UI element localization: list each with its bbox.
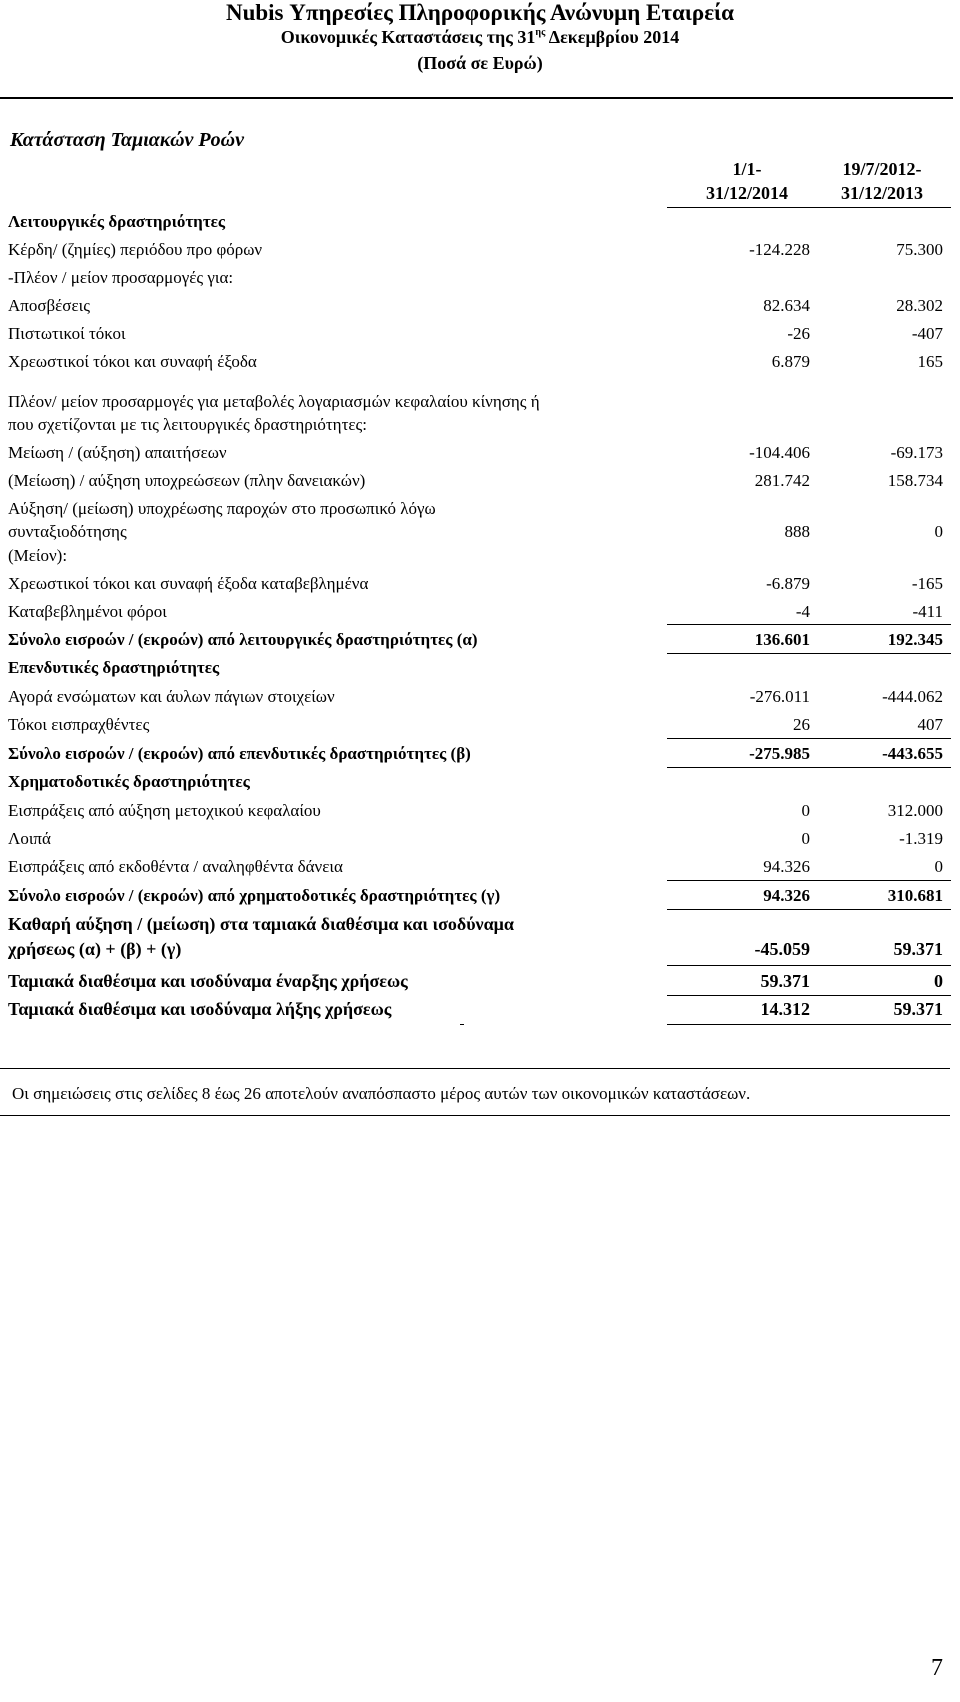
row-label: Χρεωστικοί τόκοι και συναφή έξοδα <box>8 352 257 371</box>
value-2013: -69.173 <box>890 443 943 462</box>
row-label: χρήσεως (α) + (β) + (γ) <box>8 939 182 959</box>
value-2014: -26 <box>787 324 810 343</box>
row-label: (Μείωση) / αύξηση υποχρεώσεων (πλην δανειακών) <box>8 471 366 490</box>
total-rule <box>667 653 951 654</box>
row-label: Κέρδη/ (ζημίες) περιόδου προ φόρων <box>8 240 263 259</box>
total-rule <box>667 767 951 768</box>
column-header-line: 19/7/2012- <box>842 159 922 179</box>
value-2014: 0 <box>801 801 810 820</box>
row-label: (Μείον): <box>8 546 68 565</box>
value-2013: 28.302 <box>896 296 943 315</box>
row-label: Πιστωτικοί τόκοι <box>8 324 126 343</box>
value-2013: 75.300 <box>896 240 943 259</box>
value-2013: 158.734 <box>887 471 943 490</box>
row-label: Αύξηση/ (μείωση) υποχρέωσης παροχών στο προσωπικό λόγω <box>8 499 436 518</box>
total-rule <box>667 965 951 966</box>
footer-note: Οι σημειώσεις στις σελίδες 8 έως 26 αποτελούν αναπόσπαστο μέρος αυτών των οικονομικών καταστάσεων. <box>12 1084 751 1103</box>
row-label: Ταμιακά διαθέσιμα και ισοδύναμα έναρξης χρήσεως <box>8 971 408 991</box>
statement-title: Κατάσταση Ταμιακών Ροών <box>10 129 244 151</box>
row-label: Τόκοι εισπραχθέντες <box>8 715 150 734</box>
row-label: Λοιπά <box>8 829 51 848</box>
value-2014: -276.011 <box>749 687 810 706</box>
value-2014: 14.312 <box>760 999 810 1019</box>
row-label: -Πλέον / μείον προσαρμογές για: <box>8 268 234 287</box>
row-label: Χρηματοδοτικές δραστηριότητες <box>8 772 250 791</box>
column-header-line: 31/12/2013 <box>840 183 923 203</box>
value-2014: -6.879 <box>766 574 810 593</box>
value-2014: 0 <box>801 829 810 848</box>
value-2013: 407 <box>917 715 943 734</box>
value-2014: 26 <box>793 715 810 734</box>
value-2013: -165 <box>911 574 943 593</box>
value-2014: 82.634 <box>763 296 810 315</box>
subtitle-superscript: ης <box>535 27 546 38</box>
value-2013: 165 <box>917 352 943 371</box>
row-label: Ταμιακά διαθέσιμα και ισοδύναμα λήξης χρήσεως <box>8 999 392 1019</box>
value-2013: -407 <box>911 324 943 343</box>
company-name: Nubis Υπηρεσίες Πληροφορικής Ανώνυμη Εταιρεία <box>225 0 735 25</box>
header-divider <box>0 97 953 99</box>
row-label: Επενδυτικές δραστηριότητες <box>8 658 220 677</box>
row-label: Χρεωστικοί τόκοι και συναφή έξοδα καταβεβλημένα <box>8 574 369 593</box>
row-label: Εισπράξεις από εκδοθέντα / αναληφθέντα δάνεια <box>8 857 343 876</box>
subtitle-prefix: Οικονομικές Καταστάσεις της 31 <box>280 27 536 47</box>
subtotal-rule <box>667 624 951 625</box>
value-2014: 59.371 <box>760 971 810 991</box>
row-label: Σύνολο εισροών / (εκροών) από χρηματοδοτικές δραστηριότητες (γ) <box>8 886 501 905</box>
subtitle-suffix: Δεκεμβρίου 2014 <box>545 27 680 47</box>
value-2013: -1.319 <box>899 829 943 848</box>
statements-subtitle <box>0 27 960 48</box>
column-header-line: 31/12/2014 <box>705 183 788 203</box>
total-rule <box>667 995 951 996</box>
row-label: Εισπράξεις από αύξηση μετοχικού κεφαλαίου <box>8 801 321 820</box>
column-header-underline <box>667 207 951 208</box>
page-number: 7 <box>931 1655 943 1681</box>
row-label: Σύνολο εισροών / (εκροών) από επενδυτικές δραστηριότητες (β) <box>8 744 471 763</box>
row-label: Λειτουργικές δραστηριότητες <box>8 212 226 231</box>
currency-note: (Ποσά σε Ευρώ) <box>417 53 543 73</box>
column-header-2013 <box>797 157 960 205</box>
value-2013: 192.345 <box>887 630 943 649</box>
row-label: συνταξιοδότησης <box>8 522 127 541</box>
row-label: που σχετίζονται με τις λειτουργικές δραστηριότητες: <box>8 415 368 434</box>
row-label: Αγορά ενσώματων και άυλων πάγιων στοιχείων <box>8 687 335 706</box>
subtotal-rule <box>667 738 951 739</box>
value-2014: 94.326 <box>763 857 810 876</box>
column-header-line: 1/1- <box>732 159 762 179</box>
row-label: Καθαρή αύξηση / (μείωση) στα ταμιακά διαθέσιμα και ισοδύναμα <box>8 914 514 934</box>
value-2014: 281.742 <box>754 471 810 490</box>
value-2014: -45.059 <box>754 939 810 959</box>
value-2014: 888 <box>784 522 810 541</box>
row-label: Καταβεβλημένοι φόροι <box>8 602 167 621</box>
row-label: Αποσβέσεις <box>8 296 90 315</box>
value-2013: 0 <box>934 857 943 876</box>
value-2014: 94.326 <box>763 886 810 905</box>
value-2014: 136.601 <box>754 630 810 649</box>
total-rule <box>667 1024 951 1025</box>
value-2013: 310.681 <box>887 886 943 905</box>
value-2013: 0 <box>934 971 943 991</box>
value-2013: 312.000 <box>887 801 943 820</box>
value-2013: 59.371 <box>893 999 943 1019</box>
value-2014: -124.228 <box>749 240 810 259</box>
total-rule <box>667 909 951 910</box>
value-2013: 59.371 <box>893 939 943 959</box>
row-label: Σύνολο εισροών / (εκροών) από λειτουργικές δραστηριότητες (α) <box>8 630 478 649</box>
value-2013: 0 <box>934 522 943 541</box>
value-2014: 6.879 <box>771 352 810 371</box>
value-2013: -411 <box>912 602 943 621</box>
subtotal-rule <box>667 880 951 881</box>
row-label: Πλέον/ μείον προσαρμογές για μεταβολές λογαριασμών κεφαλαίου κίνησης ή <box>8 392 540 411</box>
value-2013: -443.655 <box>882 744 943 763</box>
row-label: Μείωση / (αύξηση) απαιτήσεων <box>8 443 227 462</box>
value-2014: -4 <box>795 602 810 621</box>
closing-label-underline-stub <box>460 1024 464 1025</box>
value-2013: -444.062 <box>882 687 943 706</box>
value-2014: -275.985 <box>749 744 810 763</box>
value-2014: -104.406 <box>749 443 810 462</box>
